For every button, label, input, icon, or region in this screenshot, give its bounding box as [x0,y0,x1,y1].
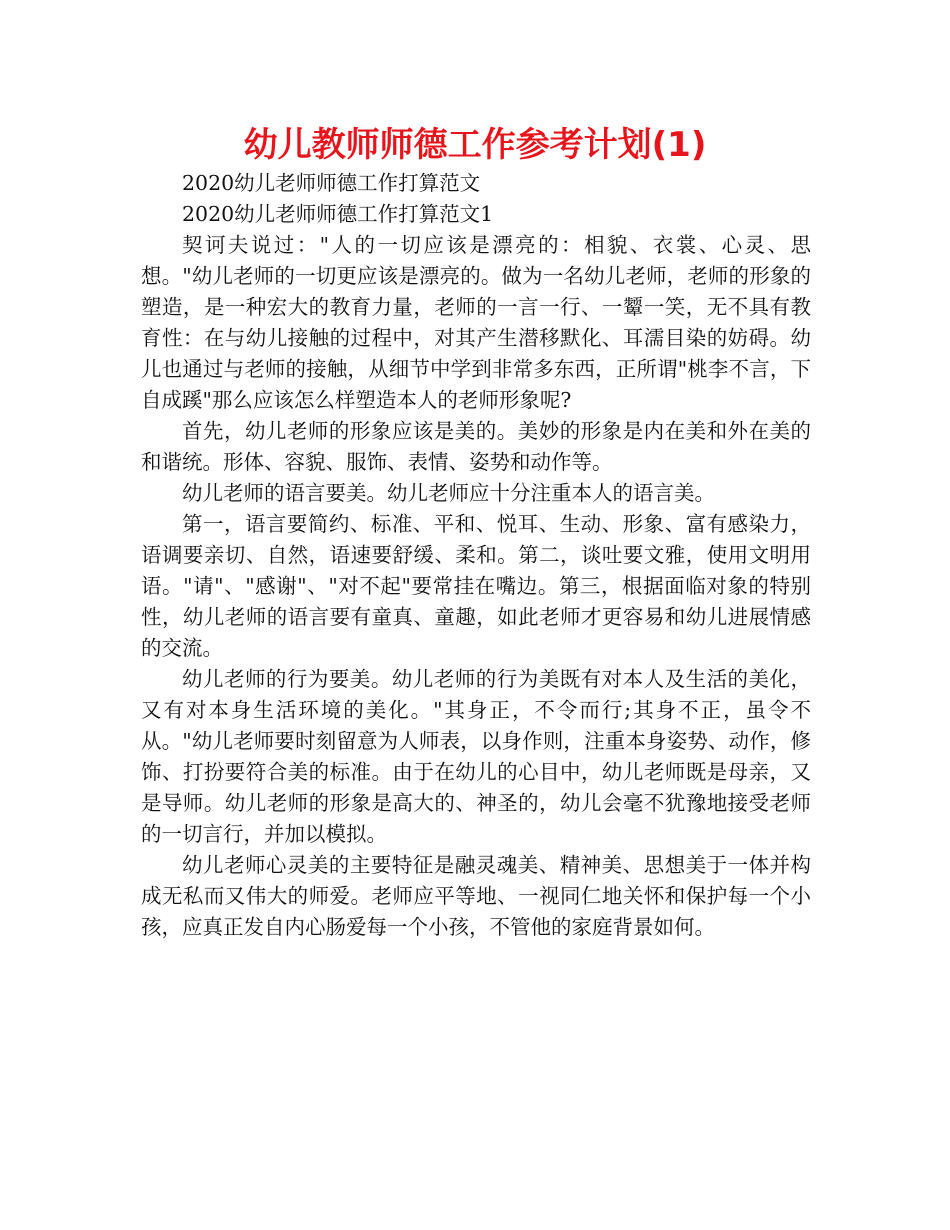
subtitle-line: 2020幼儿老师师德工作打算范文1 [182,202,494,226]
subtitle-line: 2020幼儿老师师德工作打算范文 [182,171,481,195]
body-paragraph: 幼儿老师心灵美的主要特征是融灵魂美、精神美、思想美于一体并构成无私而又伟大的师爱。老师应平等地、一视同仁地关怀和保护每一个小孩，应真正发自内心肠爱每一个小孩，不管他的家庭背景如何。 [141,853,811,939]
body-paragraph: 第一，语言要简约、标准、平和、悦耳、生动、形象、富有感染力，语调要亲切、自然，语速要舒缓、柔和。第二，谈吐要文雅，使用文明用语。"请"、"感谢"、"对不起"要常挂在嘴边。第三，根据面临对象的特别性，幼儿老师的语言要有童真、童趣，如此老师才更容易和幼儿进展情感的交流。 [141,512,811,660]
body-paragraph: 契诃夫说过："人的一切应该是漂亮的：相貌、衣裳、心灵、思想。"幼儿老师的一切更应该是漂亮的。做为一名幼儿老师，老师的形象的塑造，是一种宏大的教育力量，老师的一言一行、一颦一笑，无不具有教育性：在与幼儿接触的过程中，对其产生潜移默化、耳濡目染的妨碍。幼儿也通过与老师的接触，从细节中学到非常多东西，正所谓"桃李不言，下自成蹊"那么应该怎么样塑造本人的老师形象呢? [141,233,811,412]
body-paragraph: 首先，幼儿老师的形象应该是美的。美妙的形象是内在美和外在美的和谐统。形体、容貌、服饰、表情、姿势和动作等。 [141,419,811,474]
document-body [141,168,811,943]
document-title: 幼儿教师师德工作参考计划(1) [243,125,707,165]
body-paragraph: 幼儿老师的行为要美。幼儿老师的行为美既有对本人及生活的美化，又有对本身生活环境的美化。"其身正，不令而行;其身不正，虽令不从。"幼儿老师要时刻留意为人师表，以身作则，注重本身姿势、动作，修饰、打扮要符合美的标准。由于在幼儿的心目中，幼儿老师既是母亲，又是导师。幼儿老师的形象是高大的、神圣的，幼儿会毫不犹豫地接受老师的一切言行，并加以模拟。 [141,667,811,846]
body-paragraph: 幼儿老师的语言要美。幼儿老师应十分注重本人的语言美。 [182,481,715,505]
